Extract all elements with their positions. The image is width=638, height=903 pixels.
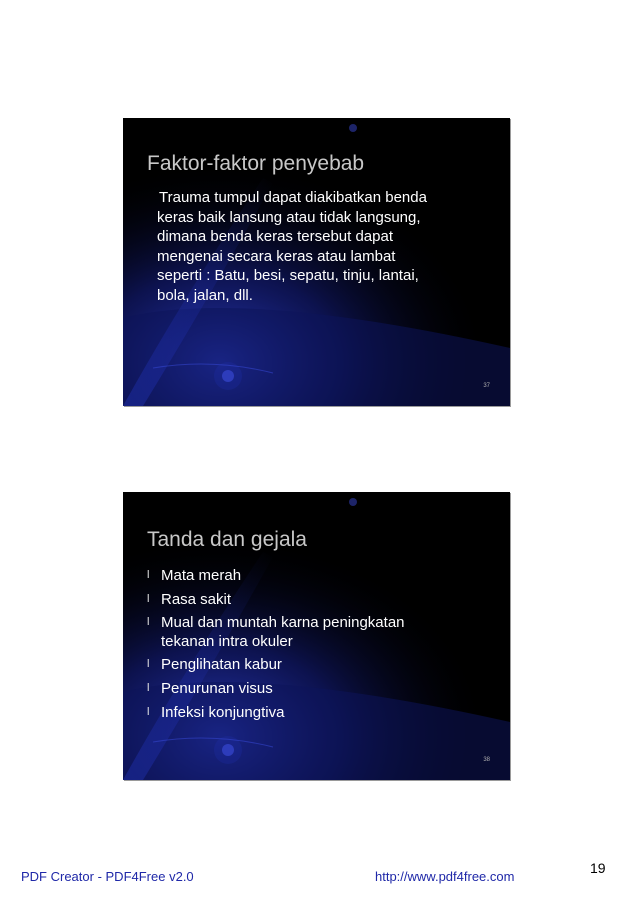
body-line: keras baik lansung atau tidak langsung,: [157, 208, 421, 226]
page-number: 19: [590, 860, 606, 876]
slide-38: [123, 492, 510, 780]
bullet-marker: l: [147, 681, 150, 694]
bullet-marker: l: [147, 569, 150, 581]
bullet-text: Mual dan muntah karna peningkatan: [161, 614, 405, 632]
list-item: [147, 653, 405, 677]
bullet-text: Penglihatan kabur: [161, 656, 282, 674]
body-line: seperti : Batu, besi, sepatu, tinju, lantai,: [157, 267, 419, 285]
list-item: [147, 564, 405, 588]
slide-number: 37: [483, 383, 490, 389]
bullet-text: Penurunan visus: [161, 679, 273, 697]
bullet-list: [147, 564, 405, 724]
body-line: bola, jalan, dll.: [157, 286, 253, 304]
slide-37: [123, 118, 510, 406]
list-item: [147, 677, 405, 701]
bullet-marker: l: [147, 658, 150, 671]
bullet-text: Rasa sakit: [161, 590, 232, 608]
list-item: [147, 701, 405, 725]
slide-title: Tanda dan gejala: [147, 528, 307, 551]
bullet-text-continued: tekanan intra okuler: [161, 633, 293, 651]
list-item: [147, 611, 405, 651]
pdf4free-url-link[interactable]: http://www.pdf4free.com: [375, 869, 515, 884]
bullet-marker: l: [147, 616, 150, 629]
bullet-marker: l: [147, 592, 150, 605]
slide-body-text: [157, 188, 487, 306]
slide-title: Faktor-faktor penyebab: [147, 152, 365, 175]
bullet-text: Mata merah: [161, 567, 242, 584]
body-line: Trauma tumpul dapat diakibatkan benda: [159, 189, 427, 206]
bullet-text: Infeksi konjungtiva: [161, 703, 285, 721]
pdf-creator-link[interactable]: PDF Creator - PDF4Free v2.0: [21, 869, 194, 884]
bullet-marker: l: [147, 705, 150, 718]
body-line: mengenai secara keras atau lambat: [157, 247, 396, 265]
body-line: dimana benda keras tersebut dapat: [157, 228, 393, 246]
slide-number: 38: [483, 757, 490, 763]
list-item: [147, 588, 405, 612]
